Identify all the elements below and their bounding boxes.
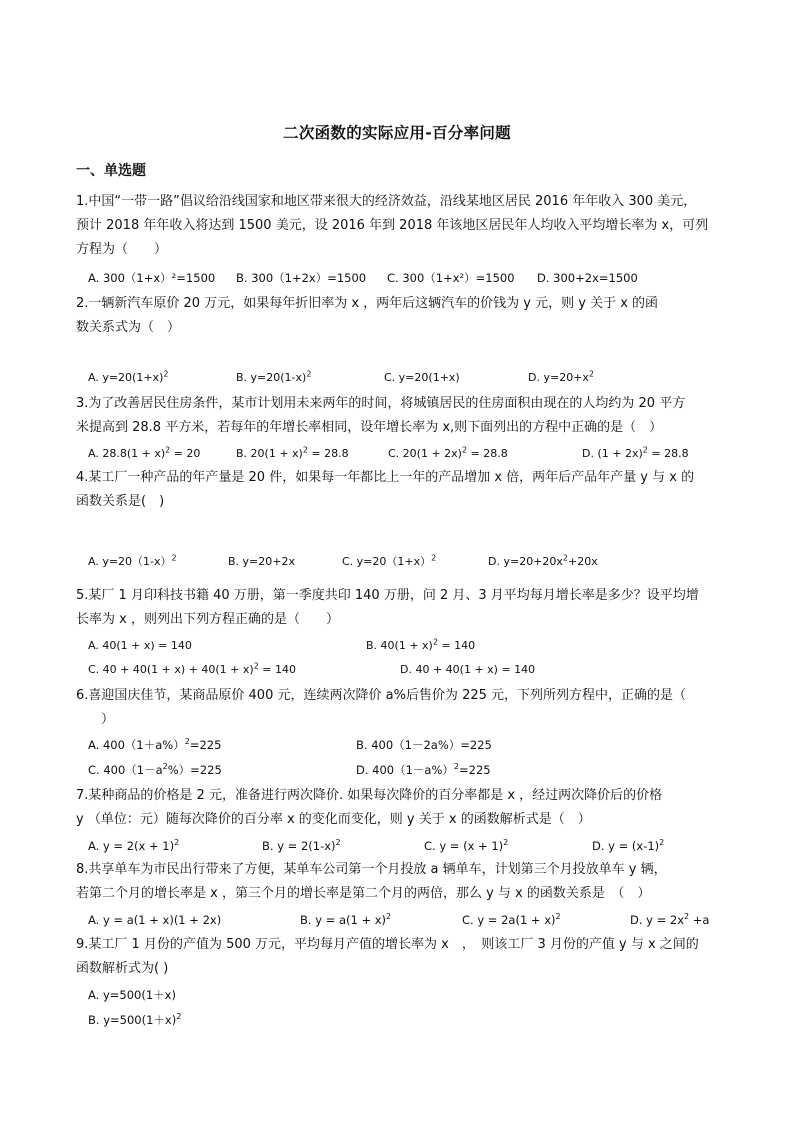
q9-option-b: B. $y=500(1+x)^2$	[88, 1012, 182, 1027]
question-4	[76, 466, 722, 514]
question-8	[76, 858, 722, 906]
question-6	[76, 684, 722, 732]
page-title: 二次函数的实际应用-百分率问题	[283, 124, 511, 142]
q8-option-b: B. $y = a(1 + x)^2$	[300, 912, 392, 927]
q5-option-d: D. 40 + 40(1 + x) = 140	[400, 663, 536, 676]
question-5	[76, 584, 722, 632]
section-heading: 一、单选题	[76, 163, 146, 179]
question-6-line-1: 6.喜迎国庆佳节，某商品原价 400 元，连续两次降价 a%后售价为 225 元，下列所列方程中，正确的是（	[76, 688, 687, 703]
question-7-line-2: y （单位：元）随每次降价的百分率 x 的变化而变化，则 y 关于 x 的函数解析式是（ ）	[76, 812, 591, 827]
q1-option-c: C. 300（1+x²）=1500	[387, 271, 515, 285]
q1-option-d: D. 300+2x=1500	[537, 271, 638, 285]
q1-option-b: B. 300（1+2x）=1500	[236, 271, 367, 285]
question-5-line-1: 5.某厂 1 月印科技书籍 40 万册，第一季度共印 140 万册，问 2 月、3 月平均每月增长率是多少？设平均增	[76, 588, 699, 603]
question-9-line-1: 9.某工厂 1 月份的产值为 500 万元，平均每月产值的增长率为 x ， 则该工厂 3 月份的产值 y 与 x 之间的	[76, 937, 699, 952]
q7-option-a: A. $y = 2(x + 1)^2$	[88, 838, 180, 853]
question-8-line-1: 8.共享单车为市民出行带来了方便，某单车公司第一个月投放 a 辆单车，计划第三个月投放单车 y 辆，	[76, 862, 667, 877]
q8-option-d: D. $y = 2x^2 +a$	[630, 912, 710, 927]
question-7	[76, 784, 722, 832]
q3-option-c: C. $20(1 + 2x)^2 = 28.8$	[388, 445, 508, 460]
q5-option-a: A. 40(1 + x) = 140	[88, 639, 192, 652]
q6-option-d: D. $400(1-a\%)^2=225$	[356, 762, 491, 777]
q4-option-a: A. $y=20(1-x)^2$	[88, 553, 177, 568]
question-3	[76, 392, 722, 440]
question-2-line-2: 数关系式为（ ）	[76, 320, 181, 335]
q5-option-b: B. $40(1 + x)^2 = 140$	[366, 637, 476, 652]
question-5-line-2: 长率为 x ，则列出下列方程正确的是（ ）	[76, 612, 339, 627]
q4-option-c: C. $y=20(1+x)^2$	[342, 553, 437, 568]
question-3-line-2: 米提高到 28.8 平方米，若每年的年增长率相同，设年增长率为 x,则下面列出的方程中正确的是（ ）	[76, 420, 663, 435]
question-2-line-1: 2.一辆新汽车原价 20 万元，如果每年折旧率为 x ，两年后这辆汽车的价钱为 y 元，则 y 关于 x 的函	[76, 296, 659, 311]
question-9	[76, 933, 722, 981]
question-1-line-1: 1.中国“一带一路”倡议给沿线国家和地区带来很大的经济效益，沿线某地区居民 2016 年年收入 300 美元，	[76, 194, 697, 209]
question-1-line-2: 预计 2018 年年收入将达到 1500 美元，设 2016 年到 2018 年该地区居民年人均收入平均增长率为 x，可列	[76, 218, 709, 233]
q7-option-d: D. $y = (x-1)^2$	[592, 838, 665, 853]
q6-option-b: B. 400（1－2a%）=225	[356, 738, 492, 752]
q3-option-d: D. $(1 + 2x)^2 = 28.8$	[582, 445, 689, 460]
q3-option-b: B. $20(1 + x)^2 = 28.8$	[236, 445, 349, 460]
q2-option-b: B. $y=20(1-x)^2$	[236, 369, 312, 384]
question-3-line-1: 3.为了改善居民住房条件，某市计划用未来两年的时间，将城镇居民的住房面积由现在的人均约为 20 平方	[76, 396, 686, 411]
question-6-line-2: ）	[88, 712, 115, 727]
q6-option-c: C. $400(1-a^2\%)=225$	[88, 762, 222, 777]
question-9-line-2: 函数解析式为( )	[76, 961, 169, 976]
q8-option-c: C. $y = 2a(1 + x)^2$	[462, 912, 561, 927]
question-4-line-2: 函数关系是( )	[76, 494, 165, 509]
q1-option-a: A. 300（1+x）²=1500	[88, 271, 216, 285]
q4-option-b: B. y=20+2x	[228, 555, 295, 568]
q2-option-a: A. $y=20(1+x)^2$	[88, 369, 169, 384]
q5-option-c: C. $40 + 40(1 + x) + 40(1 + x)^2 = 140$	[88, 661, 296, 676]
question-7-line-1: 7.某种商品的价格是 2 元，准备进行两次降价. 如果每次降价的百分率都是 x ，经过两次降价后的价格	[76, 788, 663, 803]
q6-option-a: A. $400(1+a\%)^2=225$	[88, 737, 222, 752]
question-8-line-2: 若第二个月的增长率是 x ，第三个月的增长率是第二个月的两倍，那么 y 与 x 的函数关系是 （ ）	[76, 886, 651, 901]
question-1	[76, 190, 722, 262]
q9-option-a: A. y=500(1＋x)	[88, 988, 176, 1002]
q7-option-c: C. $y = (x + 1)^2$	[424, 838, 509, 853]
q2-option-d: D. $y=20+x^2$	[528, 369, 595, 384]
q3-option-a: A. $28.8(1 + x)^2 = 20$	[88, 445, 201, 460]
question-4-line-1: 4.某工厂一种产品的年产量是 20 件，如果每一年都比上一年的产品增加 x 倍，两年后产品年产量 y 与 x 的	[76, 470, 695, 485]
q7-option-b: B. $y = 2(1-x)^2$	[262, 838, 341, 853]
q4-option-d: D. $y=20+20x^2+20x$	[488, 553, 598, 568]
question-1-line-3: 方程为（ ）	[76, 242, 168, 257]
q8-option-a: A. y = a(1 + x)(1 + 2x)	[88, 913, 222, 927]
question-2	[76, 292, 722, 340]
q2-option-c: C. y=20(1+x)	[384, 371, 460, 384]
